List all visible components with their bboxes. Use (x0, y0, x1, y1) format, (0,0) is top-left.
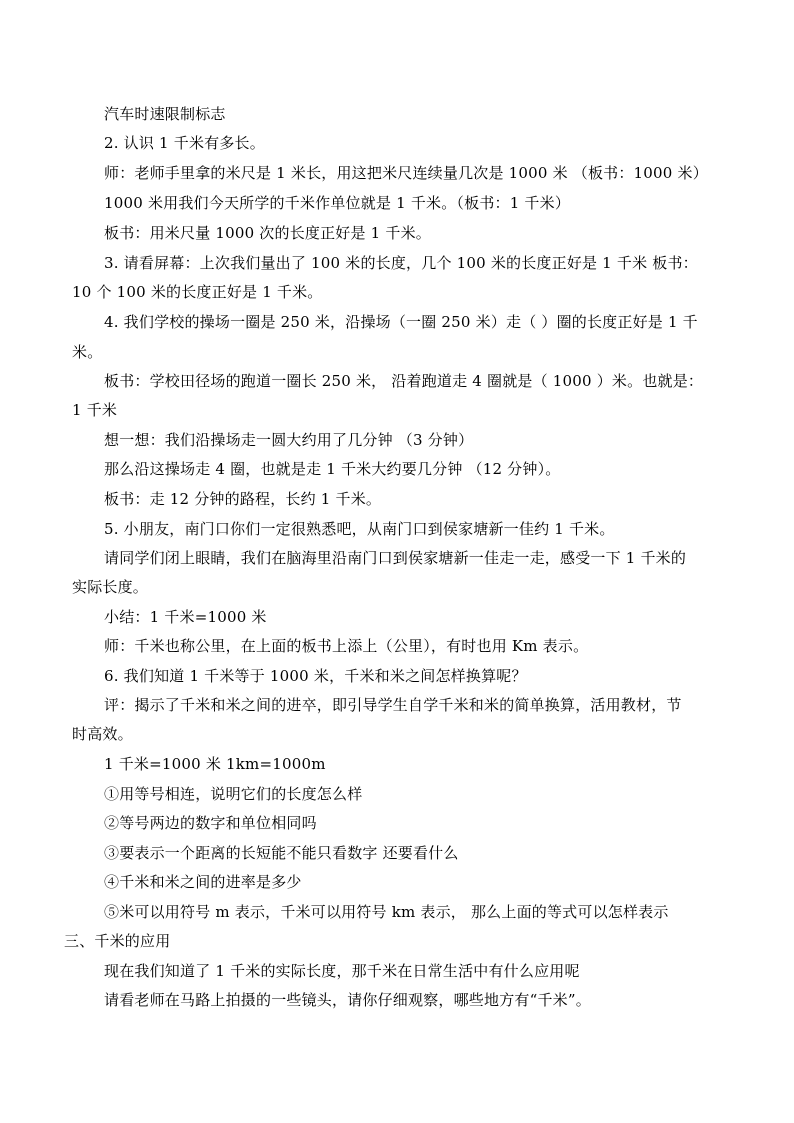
list-item: ③要表示一个距离的长短能不能只看数字 还要看什么 (104, 844, 459, 862)
section-heading: 三、千米的应用 (64, 932, 171, 950)
list-item: ②等号两边的数字和单位相同吗 (104, 814, 317, 832)
text-line: 想一想：我们沿操场走一圆大约用了几分钟 （3 分钟） (104, 431, 474, 449)
text-line: 请同学们闭上眼睛，我们在脑海里沿南门口到侯家塘新一佳走一走，感受一下 1 千米的 (104, 549, 687, 567)
text-line: 小结：1 千米=1000 米 (104, 608, 267, 626)
text-line: 师：千米也称公里，在上面的板书上添上（公里），有时也用 Km 表示。 (104, 637, 589, 655)
list-item: ①用等号相连，说明它们的长度怎么样 (104, 785, 363, 803)
text-line: 4. 我们学校的操场一圈是 250 米，沿操场（一圈 250 米）走（ ）圈的长度正好是 1 千 (104, 313, 698, 331)
text-line: 实际长度。 (72, 578, 149, 596)
text-line: 汽车时速限制标志 (104, 105, 226, 123)
text-line: 师：老师手里拿的米尺是 1 米长，用这把米尺连续量几次是 1000 米 （板书：1000 米） (104, 164, 708, 182)
list-item: ④千米和米之间的进率是多少 (104, 873, 302, 891)
text-line: 1 千米 (72, 401, 118, 419)
text-line: 评：揭示了千米和米之间的进卒，即引导学生自学千米和米的简单换算，活用教材，节 (104, 696, 682, 714)
text-line: 那么沿这操场走 4 圈，也就是走 1 千米大约要几分钟 （12 分钟）。 (104, 460, 561, 478)
text-line: 3. 请看屏幕：上次我们量出了 100 米的长度，几个 100 米的长度正好是 1 千米 板书： (104, 254, 698, 272)
text-line: 时高效。 (72, 725, 133, 743)
text-line: 板书：学校田径场的跑道一圈长 250 米， 沿着跑道走 4 圈就是（ 1000 ）米。也就是： (104, 372, 704, 390)
text-line: 2. 认识 1 千米有多长。 (104, 134, 265, 152)
text-line: 1 千米=1000 米 1km=1000m (104, 755, 326, 773)
text-line: 现在我们知道了 1 千米的实际长度，那千米在日常生活中有什么应用呢 (104, 962, 580, 980)
text-line: 5. 小朋友，南门口你们一定很熟悉吧，从南门口到侯家塘新一佳约 1 千米。 (104, 520, 615, 538)
text-line: 6. 我们知道 1 千米等于 1000 米，千米和米之间怎样换算呢？ (104, 667, 527, 685)
text-line: 板书：走 12 分钟的路程，长约 1 千米。 (104, 490, 382, 508)
text-line: 板书：用米尺量 1000 次的长度正好是 1 千米。 (104, 224, 431, 242)
text-line: 米。 (72, 343, 103, 361)
text-line: 请看老师在马路上拍摄的一些镜头，请你仔细观察，哪些地方有“千米”。 (104, 991, 591, 1009)
text-line: 10 个 100 米的长度正好是 1 千米。 (72, 283, 323, 301)
text-line: 1000 米用我们今天所学的千米作单位就是 1 千米。（板书：1 千米） (104, 194, 571, 212)
list-item: ⑤米可以用符号 m 表示，千米可以用符号 km 表示， 那么上面的等式可以怎样表示 (104, 903, 669, 921)
